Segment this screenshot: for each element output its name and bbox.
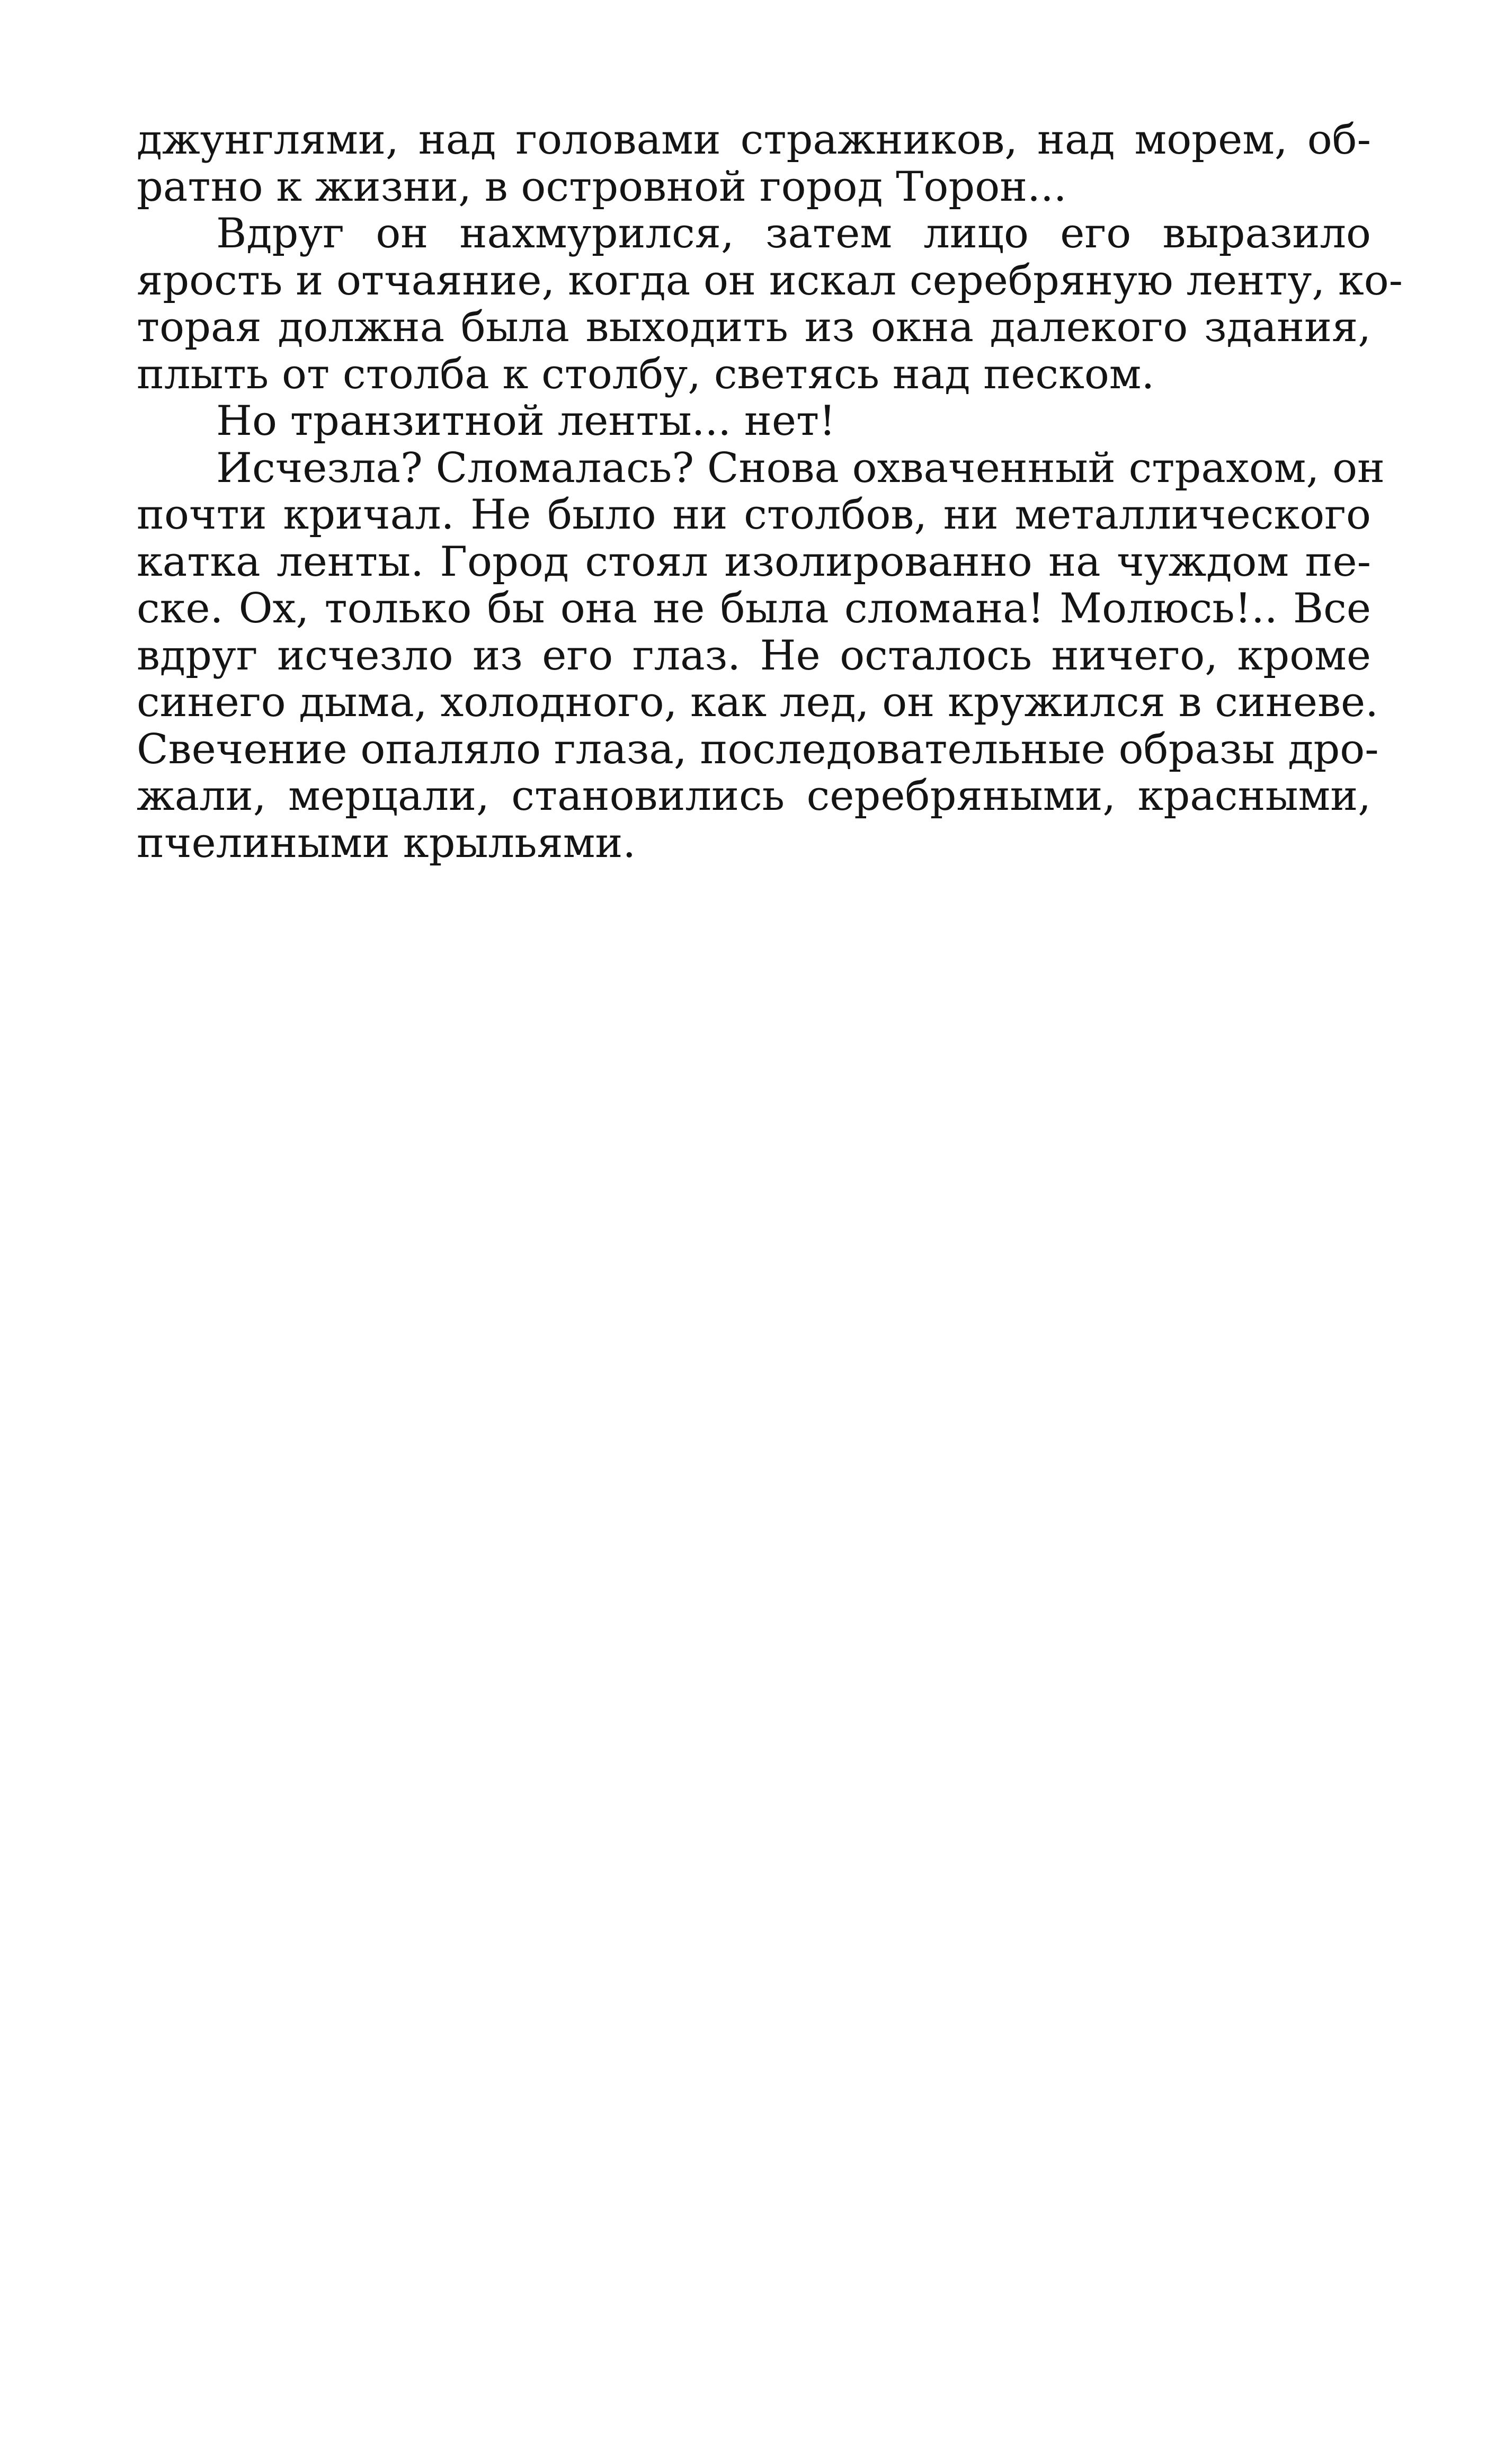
text-line: жали, мерцали, становились серебряными, красными, [137, 772, 1371, 820]
text-line: почти кричал. Не было ни столбов, ни металлического [137, 491, 1371, 539]
text-line: катка ленты. Город стоял изолированно на чуждом пе- [137, 538, 1371, 586]
text-line: ярость и отчаяние, когда он искал серебряную ленту, ко- [137, 256, 1403, 305]
text-line: Исчезла? Сломалась? Снова охваченный страхом, он [216, 444, 1385, 492]
paragraph-continued [137, 117, 1371, 210]
paragraph [137, 444, 1385, 867]
text-line: Свечение опаляло глаза, последовательные образы дро- [137, 725, 1379, 773]
paragraph [137, 398, 1371, 445]
text-line: плыть от столба к столбу, светясь над песком. [137, 350, 1155, 398]
text-line: Вдруг он нахмурился, затем лицо его выразило [216, 210, 1371, 257]
text-line: Но транзитной ленты... нет! [216, 397, 836, 445]
text-line: вдруг исчезло из его глаз. Не осталось ничего, кроме [137, 631, 1371, 680]
text-line: торая должна была выходить из окна далекого здания, [137, 303, 1371, 351]
text-line: ске. Ох, только бы она не была сломана! Молюсь!.. Все [137, 585, 1371, 632]
text-line: джунглями, над головами стражников, над морем, об- [137, 116, 1371, 164]
text-line: ратно к жизни, в островной город Торон... [137, 163, 1067, 211]
text-line: синего дыма, холодного, как лед, он кружился в синеве. [137, 679, 1378, 726]
text-line: пчелиными крыльями. [137, 819, 636, 867]
body-text [137, 116, 1403, 867]
paragraph [137, 210, 1403, 398]
